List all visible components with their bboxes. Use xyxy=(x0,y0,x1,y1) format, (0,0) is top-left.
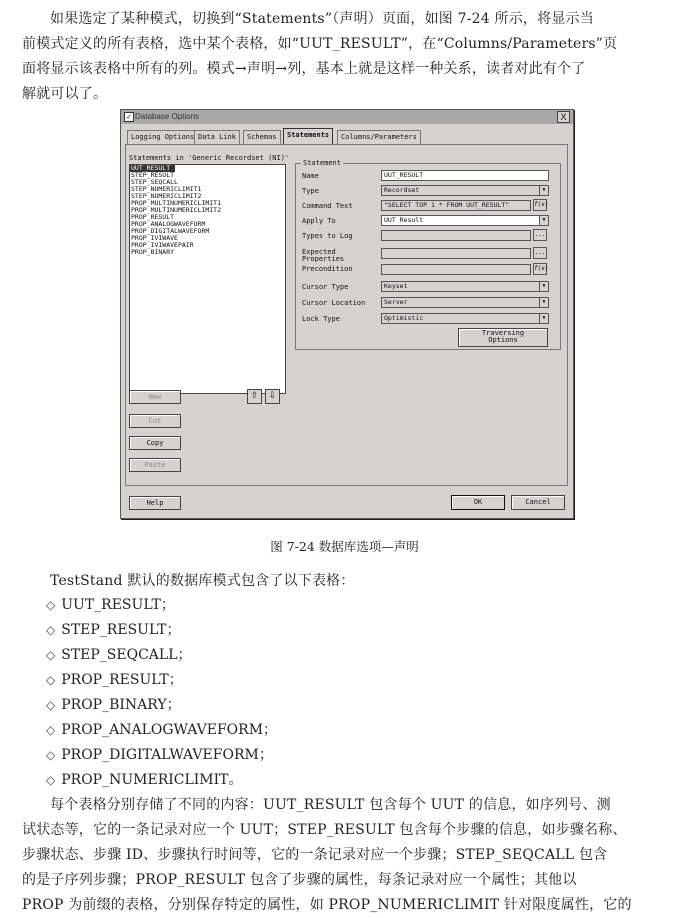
closing-line-2: 试状态等，它的一条记录对应一个 UUT；STEP_RESULT 包含每个步骤的信息，如步骤名称、 xyxy=(22,822,627,838)
tab-schemas[interactable]: Schemas xyxy=(243,130,281,144)
list-item[interactable]: STEP_SEQCALL xyxy=(131,178,178,186)
statement-group-title: Statement xyxy=(303,159,341,167)
list-item xyxy=(46,668,183,693)
section-lead: TestStand 默认的数据库模式包含了以下表格： xyxy=(50,573,355,589)
apply-to-value: UUT Result xyxy=(384,216,424,224)
cursor-location-select[interactable] xyxy=(381,297,549,308)
diamond-icon: ◇ xyxy=(46,773,56,787)
move-down-icon[interactable]: ⇩ xyxy=(265,389,280,404)
statements-list-label: Statements in 'Generic Recordset (NI)' xyxy=(129,154,290,162)
statements-list[interactable] xyxy=(129,164,286,394)
name-field[interactable]: UUT_RESULT xyxy=(381,170,549,181)
command-text-label: Command Text xyxy=(302,202,353,210)
list-item[interactable]: PROP_MULTINUMERICLIMIT1 xyxy=(131,199,222,207)
lock-type-value: Optimistic xyxy=(384,314,424,322)
closing-line-3: 步骤状态、步骤 ID、步骤执行时间等，它的一条记录对应一个步骤；STEP_SEQCALL 包含 xyxy=(22,847,608,863)
close-icon[interactable]: X xyxy=(557,111,570,123)
list-item xyxy=(46,743,273,768)
intro-line-2: 前模式定义的所有表格，选中某个表格，如“UUT_RESULT”，在“Columns/Parameters”页 xyxy=(22,36,618,52)
chevron-down-icon[interactable]: ▼ xyxy=(539,216,548,225)
diamond-icon: ◇ xyxy=(46,698,56,712)
help-button[interactable]: Help xyxy=(129,496,181,510)
types-to-log-label: Types to Log xyxy=(302,232,353,240)
type-select[interactable] xyxy=(381,185,549,196)
list-item xyxy=(46,643,192,668)
diamond-icon: ◇ xyxy=(46,623,56,637)
new-button[interactable]: New xyxy=(129,390,181,404)
list-item-text: STEP_RESULT； xyxy=(61,622,181,638)
closing-line-5: PROP 为前缀的表格，分别保存特定的属性，如 PROP_NUMERICLIMIT 针对限度属性，它的 xyxy=(22,897,632,913)
expected-properties-field[interactable] xyxy=(381,248,531,259)
list-item-text: PROP_BINARY； xyxy=(61,697,181,713)
tab-statements[interactable]: Statements xyxy=(283,128,333,145)
list-item[interactable]: PROP_ANALOGWAVEFORM xyxy=(131,220,206,228)
list-item-text: STEP_SEQCALL； xyxy=(61,647,192,663)
list-item[interactable]: PROP_DIGITALWAVEFORM xyxy=(131,227,210,235)
expected-properties-label-1: Expected xyxy=(302,248,336,256)
name-label: Name xyxy=(302,172,319,180)
closing-line-4: 的是子序列步骤；PROP_RESULT 包含了步骤的属性，每条记录对应一个属性；其他以 xyxy=(22,872,577,888)
list-item-text: PROP_ANALOGWAVEFORM； xyxy=(61,722,278,738)
diamond-icon: ◇ xyxy=(46,648,56,662)
cursor-type-label: Cursor Type xyxy=(302,283,349,291)
dialog-title: Database Options xyxy=(135,112,200,121)
list-item[interactable]: UUT_RESULT xyxy=(130,165,175,172)
type-label: Type xyxy=(302,187,319,195)
list-item[interactable]: PROP_IVIWAVE xyxy=(131,234,178,242)
list-item[interactable]: STEP_RESULT xyxy=(131,171,175,179)
types-to-log-field[interactable] xyxy=(381,230,531,241)
cursor-type-select[interactable] xyxy=(381,281,549,292)
list-item[interactable]: PROP_RESULT xyxy=(131,213,175,221)
type-value: Recordset xyxy=(384,186,420,194)
list-item xyxy=(46,618,180,643)
copy-button[interactable]: Copy xyxy=(129,436,181,450)
database-options-dialog xyxy=(120,109,574,519)
precondition-label: Precondition xyxy=(302,265,353,273)
list-item[interactable]: STEP_NUMERICLIMIT2 xyxy=(131,192,202,200)
precondition-field[interactable] xyxy=(381,264,531,275)
list-item[interactable]: PROP_BINARY xyxy=(131,248,175,256)
list-item xyxy=(46,768,243,793)
list-item[interactable]: PROP_IVIWAVEPAIR xyxy=(131,241,194,249)
intro-line-1: 如果选定了某种模式，切换到“Statements”（声明）页面，如图 7-24 所示，将显示当 xyxy=(50,11,594,27)
cancel-button[interactable]: Cancel xyxy=(511,495,565,510)
dialog-titlebar xyxy=(121,110,573,124)
browse-button[interactable]: ... xyxy=(533,229,547,241)
cursor-type-value: Keyset xyxy=(384,282,408,290)
list-item-text: PROP_NUMERICLIMIT。 xyxy=(61,772,243,788)
tab-data-link[interactable]: Data Link xyxy=(194,130,240,144)
move-up-icon[interactable]: ⇧ xyxy=(247,389,262,404)
closing-line-1: 每个表格分别存储了不同的内容：UUT_RESULT 包含每个 UUT 的信息，如序列号、测 xyxy=(50,797,611,813)
list-item xyxy=(46,718,277,743)
statement-group xyxy=(295,159,561,350)
chevron-down-icon[interactable]: ▼ xyxy=(539,186,548,195)
list-item xyxy=(46,593,175,618)
expression-browse-button[interactable]: f(x) xyxy=(533,199,547,211)
expression-browse-button[interactable]: f(x) xyxy=(533,263,547,275)
expected-properties-label-2: Properties xyxy=(302,255,345,263)
figure-caption: 图 7-24 数据库选项—声明 xyxy=(270,539,419,554)
cursor-location-value: Server xyxy=(384,298,408,306)
traversing-options-line-1: Traversing xyxy=(481,329,525,337)
cut-button[interactable]: Cut xyxy=(129,414,181,428)
chevron-down-icon[interactable]: ▼ xyxy=(539,314,548,323)
cursor-location-label: Cursor Location xyxy=(302,299,366,307)
list-item xyxy=(46,693,181,718)
list-item-text: PROP_RESULT； xyxy=(61,672,183,688)
intro-line-3: 面将显示该表格中所有的列。模式→声明→列，基本上就是这样一种关系，读者对此有个了 xyxy=(22,61,586,77)
apply-to-select[interactable] xyxy=(381,215,549,226)
tab-logging-options[interactable]: Logging Options xyxy=(127,130,198,144)
chevron-down-icon[interactable]: ▼ xyxy=(539,298,548,307)
browse-button[interactable]: ... xyxy=(533,247,547,259)
diamond-icon: ◇ xyxy=(46,723,56,737)
diamond-icon: ◇ xyxy=(46,673,56,687)
chevron-down-icon[interactable]: ▼ xyxy=(539,282,548,291)
ok-button[interactable]: OK xyxy=(451,495,505,510)
traversing-options-line-2: Options xyxy=(488,336,518,344)
command-text-field[interactable]: "SELECT TOP 1 * FROM UUT_RESULT" xyxy=(381,200,531,211)
list-item[interactable]: STEP_NUMERICLIMIT1 xyxy=(131,185,202,193)
app-check-icon: ✓ xyxy=(124,112,134,122)
list-item-text: PROP_DIGITALWAVEFORM； xyxy=(61,747,273,763)
intro-line-4: 解就可以了。 xyxy=(22,86,108,102)
lock-type-select[interactable] xyxy=(381,313,549,324)
diamond-icon: ◇ xyxy=(46,748,56,762)
list-item-text: UUT_RESULT； xyxy=(61,597,175,613)
lock-type-label: Lock Type xyxy=(302,315,340,323)
list-item[interactable]: PROP_MULTINUMERICLIMIT2 xyxy=(131,206,222,214)
traversing-options-button[interactable] xyxy=(458,328,548,347)
paste-button[interactable]: Paste xyxy=(129,458,181,472)
diamond-icon: ◇ xyxy=(46,598,56,612)
tab-columns-parameters[interactable]: Columns/Parameters xyxy=(337,130,421,144)
apply-to-label: Apply To xyxy=(302,217,336,225)
